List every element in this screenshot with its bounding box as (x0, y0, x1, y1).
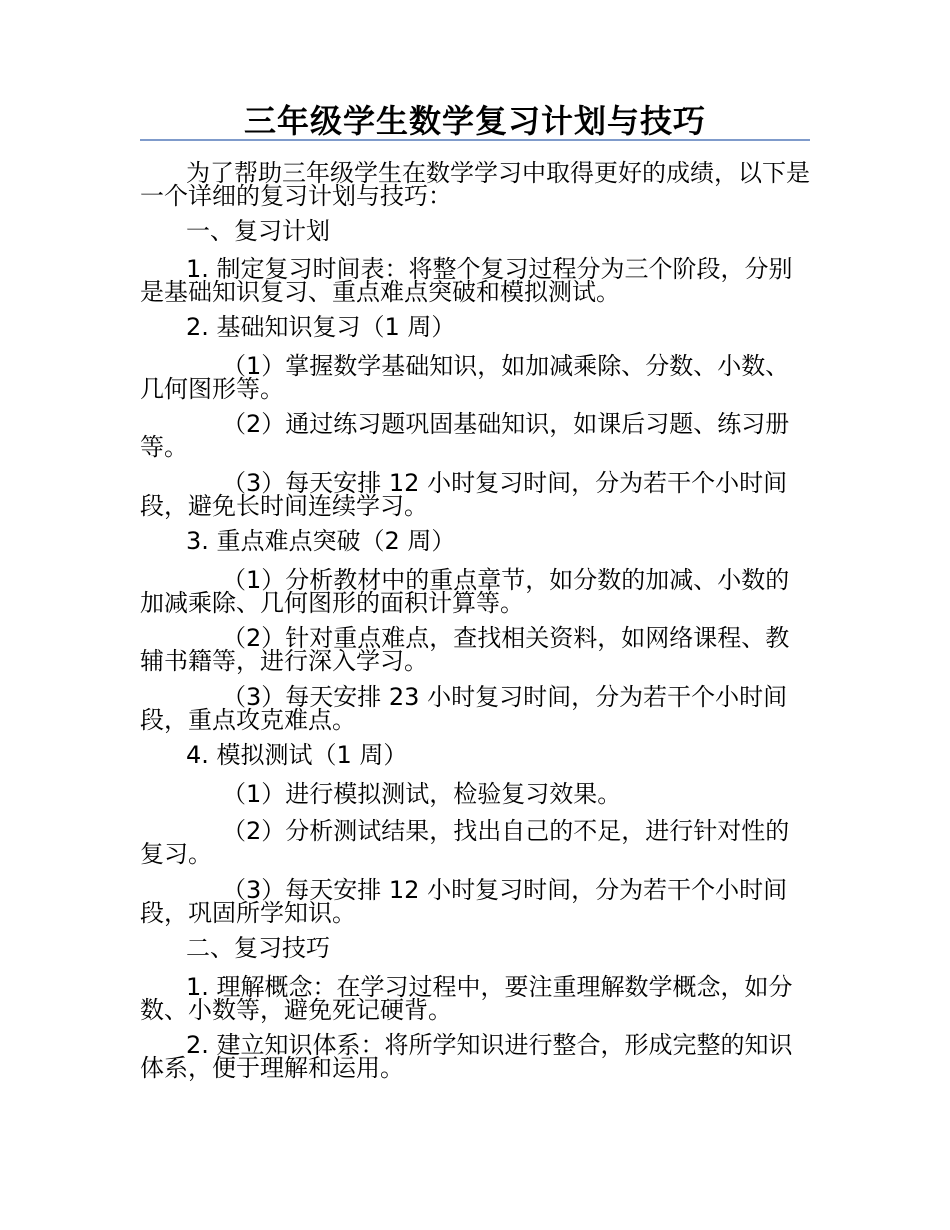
plan-item-2-sub-3: （3）每天安排 12 小时复习时间，分为若干个小时间段，避免长时间连续学习。 (140, 469, 788, 520)
plan-item-3-sub-1: （1）分析教材中的重点章节，如分数的加减、小数的加减乘除、几何图形的面积计算等。 (140, 566, 790, 617)
document-title: 三年级学生数学复习计划与技巧 (243, 102, 706, 140)
plan-item-3-sub-2: （2）针对重点难点，查找相关资料，如网络课程、教辅书籍等，进行深入学习。 (140, 624, 790, 675)
section-heading-tips: 二、复习技巧 (186, 934, 330, 962)
plan-item-4-sub-3: （3）每天安排 12 小时复习时间，分为若干个小时间段，巩固所学知识。 (140, 876, 788, 927)
plan-item-3-sub-3: （3）每天安排 23 小时复习时间，分为若干个小时间段，重点攻克难点。 (140, 683, 788, 734)
tip-item-2: 2. 建立知识体系：将所学知识进行整合，形成完整的知识体系，便于理解和运用。 (140, 1031, 793, 1082)
plan-item-4: 4. 模拟测试（1 周） (186, 741, 408, 769)
plan-item-1: 1. 制定复习时间表：将整个复习过程分为三个阶段，分别是基础知识复习、重点难点突破和模拟测试。 (140, 255, 793, 306)
intro-paragraph: 为了帮助三年级学生在数学学习中取得更好的成绩，以下是一个详细的复习计划与技巧： (140, 159, 810, 210)
plan-item-3: 3. 重点难点突破（2 周） (186, 527, 456, 555)
title-underline (140, 139, 810, 141)
plan-item-2-sub-1: （1）掌握数学基础知识，如加减乘除、分数、小数、几何图形等。 (140, 352, 790, 403)
plan-item-2-sub-2: （2）通过练习题巩固基础知识，如课后习题、练习册等。 (140, 410, 790, 461)
plan-item-2: 2. 基础知识复习（1 周） (186, 313, 456, 341)
section-heading-plan: 一、复习计划 (186, 217, 330, 245)
tip-item-1: 1. 理解概念：在学习过程中，要注重理解数学概念，如分数、小数等，避免死记硬背。 (140, 973, 793, 1024)
plan-item-4-sub-1: （1）进行模拟测试，检验复习效果。 (222, 780, 622, 808)
plan-item-4-sub-2: （2）分析测试结果，找出自己的不足，进行针对性的复习。 (140, 817, 790, 868)
